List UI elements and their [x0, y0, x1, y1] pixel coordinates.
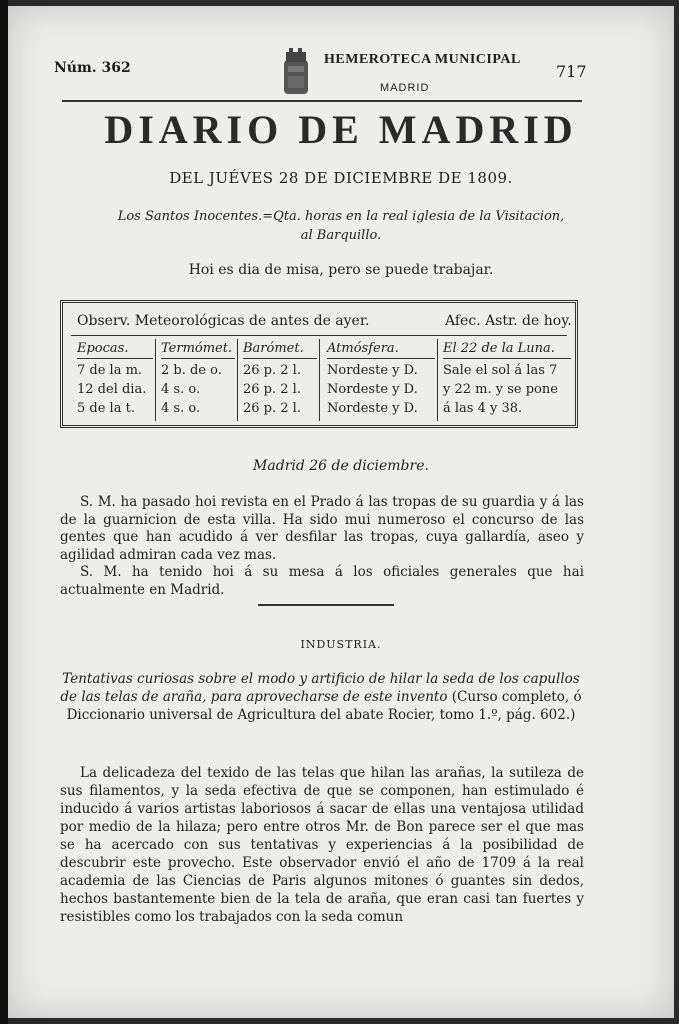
col-atmosfera [327, 339, 435, 418]
stamp-name: HEMEROTECA MUNICIPAL [324, 52, 521, 67]
col-separator [155, 339, 156, 421]
page-number: 717 [556, 62, 587, 81]
table-cell: Nordeste y D. [327, 363, 418, 378]
table-cell: 5 de la t. [77, 401, 135, 416]
meteo-header [77, 313, 572, 329]
table-cell: 4 s. o. [161, 401, 201, 416]
table-cell: á las 4 y 38. [443, 401, 523, 416]
scan-edge [0, 0, 8, 1024]
industria-heading: INDUSTRIA. [300, 638, 382, 651]
col-separator [319, 339, 320, 421]
table-cell: Nordeste y D. [327, 401, 418, 416]
meteo-table [60, 300, 578, 428]
industria-title-italic: Tentativas curiosas sobre el modo y artificio de hilar la seda de los capullos de las telas de araña, para aprovecharse de este invento [60, 671, 580, 705]
col-separator [237, 339, 238, 421]
col-luna-head: El 22 de la Luna. [443, 339, 571, 359]
meteo-header-right: Afec. Astr. de hoy. [445, 313, 572, 329]
news-dateline: Madrid 26 de diciembre. [253, 458, 429, 474]
table-cell: y 22 m. y se pone [443, 382, 558, 397]
col-baromet-head: Barómet. [243, 339, 317, 359]
col-termomet [161, 339, 235, 418]
newspaper-page [8, 6, 674, 1018]
col-termomet-head: Termómet. [161, 339, 235, 359]
table-cell: Sale el sol á las 7 [443, 363, 558, 378]
industria-title [56, 670, 586, 724]
meteo-header-left: Observ. Meteorológicas de antes de ayer. [77, 313, 370, 329]
col-luna [443, 339, 571, 418]
industria-body: La delicadeza del texido de las telas que hilan las arañas, la sutileza de sus filamentos, y la seda efectiva de que se componen, han estimulado é inducido á varios artistas laboriosos á sacar de ellas una ventajosa utilidad por medio de la hilaza; pero entre otros Mr. de Bon parece ser el que mas se ha acercado con sus tentativas y experiencias á la posibilidad de descubrir este provecho. Este observador envió el año de 1709 á la real academia de las Ciencias de Paris algunos mitones ó guantes sin dedos, hechos bastantemente bien de la tela de araña, que eran casi tan fuertes y resistibles como los trabajados con la seda comun [60, 765, 584, 925]
table-cell: Nordeste y D. [327, 382, 418, 397]
table-cell: 12 del dia. [77, 382, 147, 397]
table-cell: 4 s. o. [161, 382, 201, 397]
header-rule [62, 100, 582, 102]
section-separator [258, 604, 394, 606]
meteo-divider [71, 335, 567, 336]
saints-line [68, 207, 614, 245]
col-separator [437, 339, 438, 421]
crest-icon [280, 46, 312, 98]
table-cell: 26 p. 2 l. [243, 382, 301, 397]
issue-number: Núm. 362 [54, 60, 131, 76]
table-cell: 26 p. 2 l. [243, 363, 301, 378]
table-cell: 2 b. de o. [161, 363, 222, 378]
stamp-city: MADRID [380, 82, 430, 94]
news-paragraph-2: S. M. ha tenido hoi á su mesa á los oficiales generales que hai actualmente en Madrid. [60, 564, 584, 598]
saints-line-1: Los Santos Inocentes.=Qta. horas en la real iglesia de la Visitacion, [117, 209, 565, 224]
col-epocas [77, 339, 153, 418]
table-cell: 26 p. 2 l. [243, 401, 301, 416]
library-stamp [280, 46, 596, 102]
table-cell: 7 de la m. [77, 363, 143, 378]
col-atmosfera-head: Atmósfera. [327, 339, 435, 359]
issue-date: DEL JUÉVES 28 DE DICIEMBRE DE 1809. [169, 169, 513, 187]
newspaper-title: DIARIO DE MADRID [104, 107, 578, 152]
saints-line-2: al Barquillo. [300, 228, 382, 243]
col-epocas-head: Epocas. [77, 339, 153, 359]
col-baromet [243, 339, 317, 418]
news-paragraph-1: S. M. ha pasado hoi revista en el Prado á las tropas de su guardia y á las de la guarnicion de esta villa. Ha sido mui numeroso el concurso de las gentes que han acudido á ver desfilar las tropas, cuya gallardía, aseo y agilidad admiran cada vez mas. [60, 494, 584, 563]
industria-title-plain: (Curso completo, ó Diccionario universal de Agricultura del abate Rocier, tomo 1.º, pág. 602.) [66, 689, 582, 723]
mass-notice: Hoi es dia de misa, pero se puede trabajar. [188, 262, 494, 278]
